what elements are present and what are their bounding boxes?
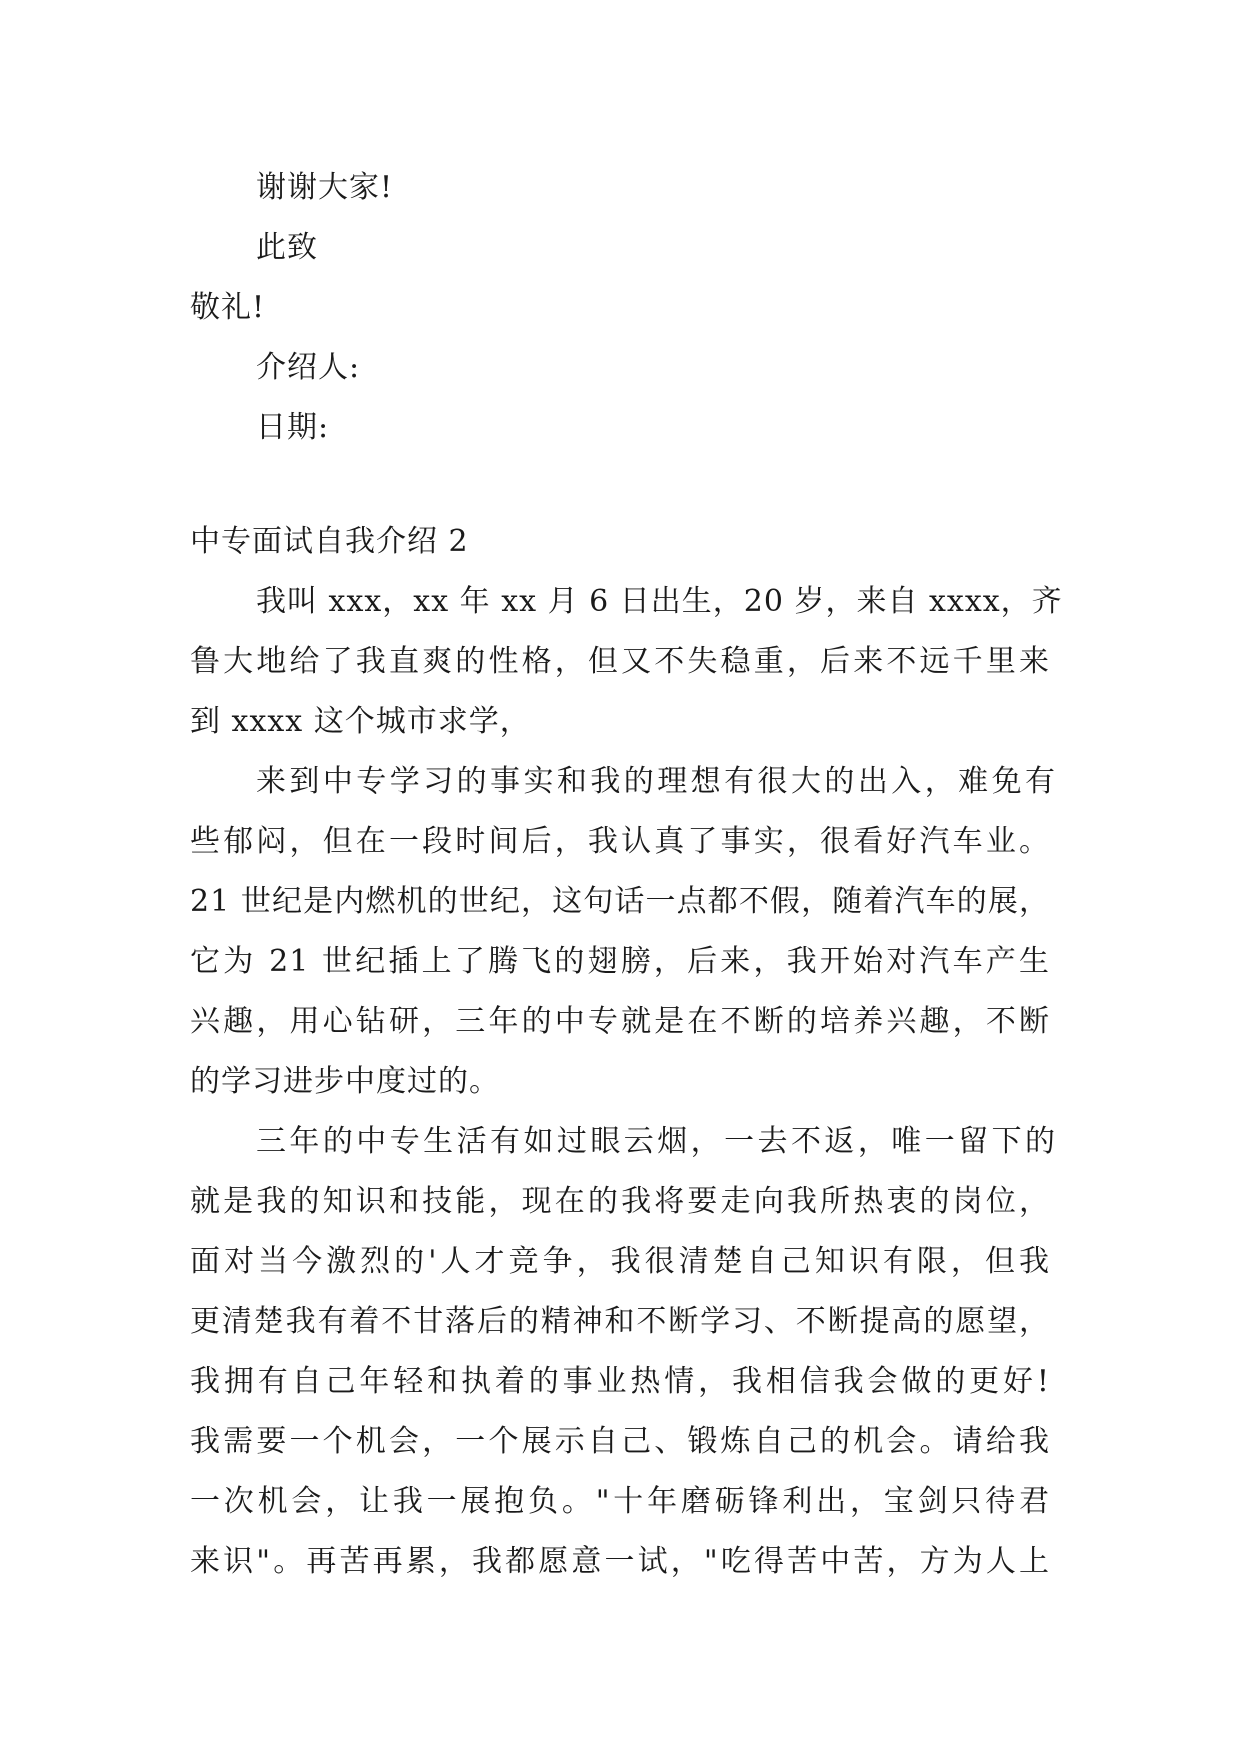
- thanks-line: 谢谢大家!: [256, 170, 394, 205]
- regards-line-1: 此致: [256, 230, 318, 265]
- date-line: 日期:: [256, 410, 330, 445]
- paragraph-line: 到 xxxx 这个城市求学，: [190, 704, 531, 739]
- paragraph-line: 一次机会，让我一展抱负。"十年磨砺锋利出，宝剑只待君: [190, 1484, 1050, 1519]
- paragraph-line: 兴趣，用心钻研，三年的中专就是在不断的培养兴趣，不断: [190, 1004, 1050, 1039]
- introducer-line: 介绍人:: [256, 350, 361, 385]
- paragraph-line: 我叫 xxx，xx 年 xx 月 6 日出生，20 岁，来自 xxxx，齐: [256, 584, 1063, 619]
- paragraph-line: 它为 21 世纪插上了腾飞的翅膀，后来，我开始对汽车产生: [190, 944, 1050, 979]
- paragraph-line: 些郁闷，但在一段时间后，我认真了事实，很看好汽车业。: [190, 824, 1050, 859]
- paragraph-line: 来识"。再苦再累，我都愿意一试，"吃得苦中苦，方为人上: [190, 1544, 1050, 1579]
- paragraph-line: 21 世纪是内燃机的世纪，这句话一点都不假，随着汽车的展，: [190, 884, 1050, 919]
- paragraph-line: 面对当今激烈的'人才竞争，我很清楚自己知识有限，但我: [190, 1244, 1050, 1279]
- paragraph-line: 三年的中专生活有如过眼云烟，一去不返，唯一留下的: [256, 1124, 1056, 1159]
- paragraph-line: 的学习进步中度过的。: [190, 1064, 500, 1099]
- paragraph-line: 我需要一个机会，一个展示自己、锻炼自己的机会。请给我: [190, 1424, 1050, 1459]
- paragraph-line: 更清楚我有着不甘落后的精神和不断学习、不断提高的愿望，: [190, 1304, 1050, 1339]
- paragraph-line: 来到中专学习的事实和我的理想有很大的出入，难免有: [256, 764, 1056, 799]
- section-title: 中专面试自我介绍 2: [190, 524, 469, 559]
- paragraph-line: 鲁大地给了我直爽的性格，但又不失稳重，后来不远千里来: [190, 644, 1050, 679]
- regards-line-2: 敬礼!: [190, 290, 266, 325]
- paragraph-line: 我拥有自己年轻和执着的事业热情，我相信我会做的更好!: [190, 1364, 1050, 1399]
- paragraph-line: 就是我的知识和技能，现在的我将要走向我所热衷的岗位，: [190, 1184, 1050, 1219]
